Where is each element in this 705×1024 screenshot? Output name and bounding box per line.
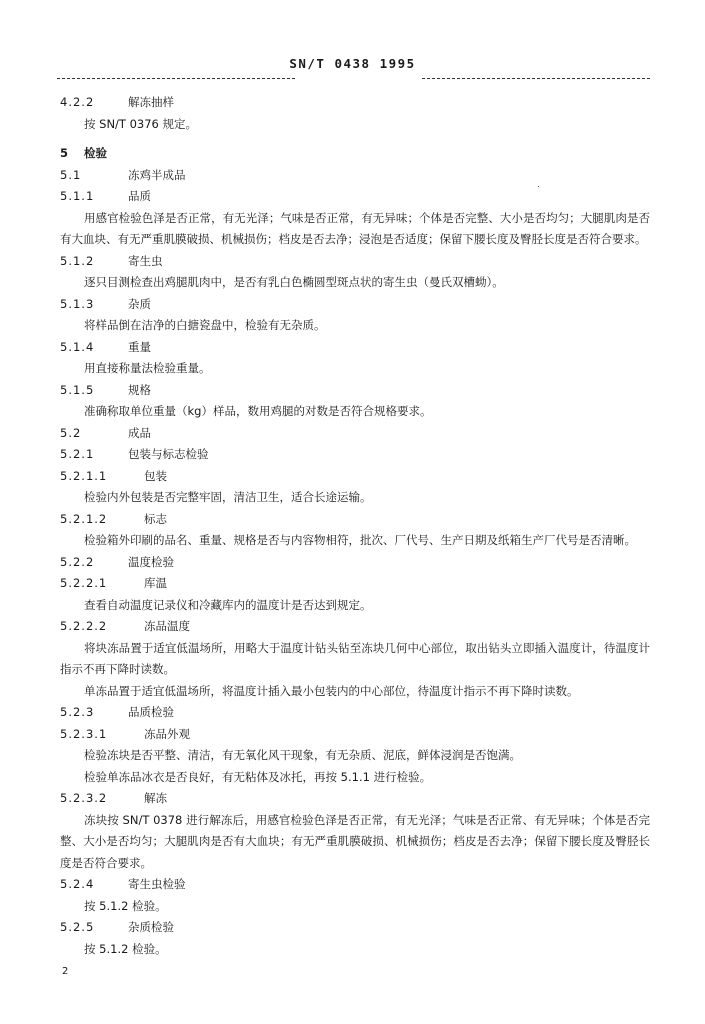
clause-heading <box>60 702 650 724</box>
clause-number: 5.2.2.1 <box>60 576 108 590</box>
clause-heading <box>60 92 650 114</box>
clause-heading <box>60 724 650 746</box>
clause-title: 解冻 <box>144 791 167 805</box>
clause-title: 成品 <box>128 425 151 440</box>
clause-number: 5.2.3.1 <box>60 726 108 741</box>
clause-number: 5.2.3 <box>60 705 95 719</box>
clause-title: 包装与标志检验 <box>128 447 209 461</box>
clause-heading <box>60 874 650 896</box>
clause-number: 5.2.1.2 <box>60 511 108 526</box>
clause-title: 品质检验 <box>128 705 174 719</box>
clause-title: 品质 <box>128 189 151 203</box>
document-body <box>60 92 650 960</box>
clause-heading <box>60 466 650 488</box>
clause-heading <box>60 917 650 939</box>
clause-number: 5.2.3.2 <box>60 791 108 805</box>
clause-number: 5.2.1 <box>60 447 95 461</box>
clause-heading <box>60 552 650 574</box>
clause-title: 检验 <box>84 146 107 160</box>
paragraph: 检验冻块是否平整、清洁，有无氧化风干现象，有无杂质、泥底，鲜体浸润是否饱满。 <box>84 748 521 762</box>
paragraph: 按 5.1.2 检验。 <box>84 898 167 913</box>
paragraph: 用感官检验色泽是否正常，有无光泽；气味是否正常，有无异味；个体是否完整、大小是否均匀；大腿肌肉是否有大血块、有无严重肌膜破损、机械损伤；档皮是否去净；浸泡是否适度；保留下腰长度及臀胫长度是否符合要求。 <box>60 210 650 246</box>
clause-number: 5.2.2.2 <box>60 619 108 633</box>
clause-title: 规格 <box>128 382 151 397</box>
clause-heading <box>60 294 650 316</box>
clause-title: 标志 <box>144 511 167 526</box>
paragraph: 检验箱外印刷的品名、重量、规格是否与内容物相符，批次、厂代号、生产日期及纸箱生产厂代号是否清晰。 <box>84 533 636 547</box>
clause-heading <box>60 509 650 531</box>
clause-number: 5.1.4 <box>60 339 95 354</box>
clause-number: 5.1.3 <box>60 296 95 311</box>
page-number: 2 <box>62 966 69 977</box>
clause-number: 4.2.2 <box>60 95 95 109</box>
clause-title: 冻鸡半成品 <box>128 167 186 182</box>
clause-title: 杂质检验 <box>128 920 174 934</box>
document-header: SN/T 0438 1995 <box>289 56 416 71</box>
clause-heading <box>60 337 650 359</box>
clause-number: 5.2.4 <box>60 877 95 891</box>
paragraph: 将样品倒在洁净的白搪瓷盘中，检验有无杂质。 <box>84 318 326 332</box>
paragraph: 按 SN/T 0376 规定。 <box>84 116 198 131</box>
paragraph: 单冻品置于适宜低温场所，将温度计插入最小包装内的中心部位，待温度计指示不再下降时读数。 <box>84 683 579 698</box>
clause-title: 包装 <box>144 468 167 483</box>
clause-title: 冻品温度 <box>144 619 190 633</box>
clause-number: 5.2.1.1 <box>60 468 108 483</box>
clause-title: 冻品外观 <box>144 726 190 741</box>
paragraph: 逐只目测检查出鸡腿肌肉中，是否有乳白色椭圆型斑点状的寄生虫（曼氏双槽蚴）。 <box>84 275 504 289</box>
clause-number: 5.1.5 <box>60 382 95 397</box>
paragraph: 查看自动温度记录仪和冷藏库内的温度计是否达到规定。 <box>84 597 372 612</box>
clause-title: 寄生虫检验 <box>128 877 186 891</box>
clause-number: 5 <box>60 146 70 160</box>
clause-title: 解冻抽样 <box>128 95 174 109</box>
clause-heading <box>60 788 650 810</box>
clause-title: 温度检验 <box>128 554 174 569</box>
header-rule-right <box>422 78 650 79</box>
clause-title: 杂质 <box>128 296 151 311</box>
clause-title: 重量 <box>128 339 151 354</box>
clause-number: 5.1 <box>60 167 82 182</box>
section-heading <box>60 143 650 165</box>
paragraph: 检验内外包装是否完整牢固，清洁卫生，适合长途运输。 <box>84 490 372 504</box>
clause-number: 5.1.1 <box>60 189 95 203</box>
paragraph: 准确称取单位重量（kg）样品，数用鸡腿的对数是否符合规格要求。 <box>84 404 432 418</box>
clause-heading <box>60 444 650 466</box>
clause-heading <box>60 165 650 187</box>
header-rule-left <box>57 78 295 79</box>
clause-number: 5.2.5 <box>60 920 95 934</box>
paragraph: 用直接称量法检验重量。 <box>84 361 211 375</box>
clause-title: 库温 <box>144 576 167 590</box>
clause-title: 寄生虫 <box>128 253 163 268</box>
clause-heading <box>60 573 650 595</box>
clause-heading <box>60 380 650 402</box>
paragraph: 检验单冻品冰衣是否良好，有无粘体及冰托，再按 5.1.1 进行检验。 <box>84 769 432 784</box>
clause-heading <box>60 616 650 638</box>
clause-number: 5.2.2 <box>60 554 95 569</box>
clause-heading <box>60 423 650 445</box>
paragraph: 冻块按 SN/T 0378 进行解冻后，用感官检验色泽是否正常，有无光泽；气味是否正常、有无异味；个体是否完整、大小是否均匀；大腿肌肉是否有大血块；有无严重肌膜破损、机械损伤；档皮是否去净；保留下腰长度及臀胫长度是否符合要求。 <box>60 812 650 870</box>
clause-heading <box>60 251 650 273</box>
clause-number: 5.1.2 <box>60 253 95 268</box>
clause-number: 5.2 <box>60 425 82 440</box>
clause-heading <box>60 186 650 208</box>
paragraph: 将块冻品置于适宜低温场所，用略大于温度计钻头钻至冻块几何中心部位，取出钻头立即插入温度计，待温度计指示不再下降时读数。 <box>60 640 650 676</box>
paragraph: 按 5.1.2 检验。 <box>84 941 167 956</box>
